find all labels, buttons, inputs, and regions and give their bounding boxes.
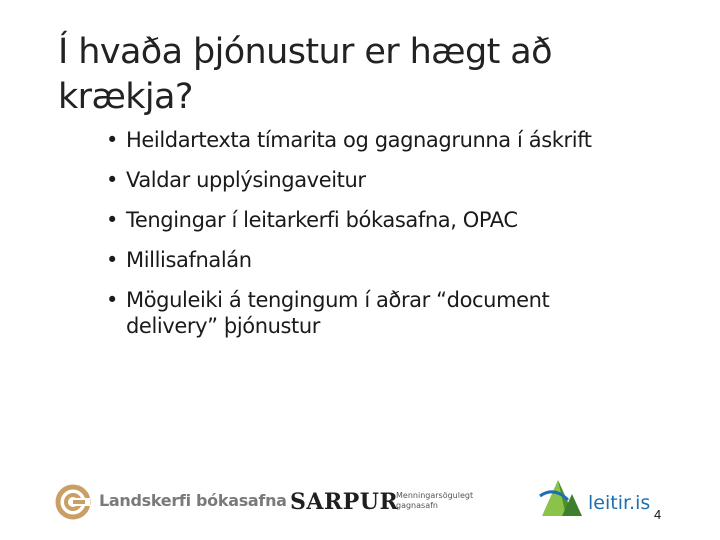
bullet-text: Möguleiki á tengingum í aðrar “document delivery” þjónustur [126,288,550,338]
bullet-text: Millisafnalán [126,248,252,272]
page-number: 4 [654,507,662,522]
bullet-dot: • [106,168,118,192]
bullet-dot: • [106,288,118,312]
footer-logos [0,470,720,540]
bullet-text: Valdar upplýsingaveitur [126,168,366,192]
landskerfi-emblem-icon [55,484,91,520]
bullet-item [106,287,626,339]
bullet-item [106,167,626,193]
bullet-item [106,247,626,273]
leitir-logo [538,472,651,522]
landskerfi-logo [55,484,287,520]
bullet-list [106,127,626,353]
bullet-item [106,127,626,153]
sarpur-logo-text: SARPUR [290,489,399,515]
bullet-dot: • [106,128,118,152]
bullet-text: Tengingar í leitarkerfi bókasafna, OPAC [126,208,518,232]
leitir-mountain-icon [538,472,586,518]
sarpur-logo-subtitle: Menningarsögulegt gagnasafn [396,491,474,510]
leitir-logo-text: leitir.is [588,492,651,514]
slide-title: Í hvaða þjónustur er hægt að krækja? [58,32,552,117]
bullet-text: Heildartexta tímarita og gagnagrunna í áskrift [126,128,592,152]
landskerfi-logo-text: Landskerfi bókasafna [99,491,287,510]
bullet-dot: • [106,248,118,272]
bullet-dot: • [106,208,118,232]
sarpur-logo [290,486,480,522]
bullet-item [106,207,626,233]
